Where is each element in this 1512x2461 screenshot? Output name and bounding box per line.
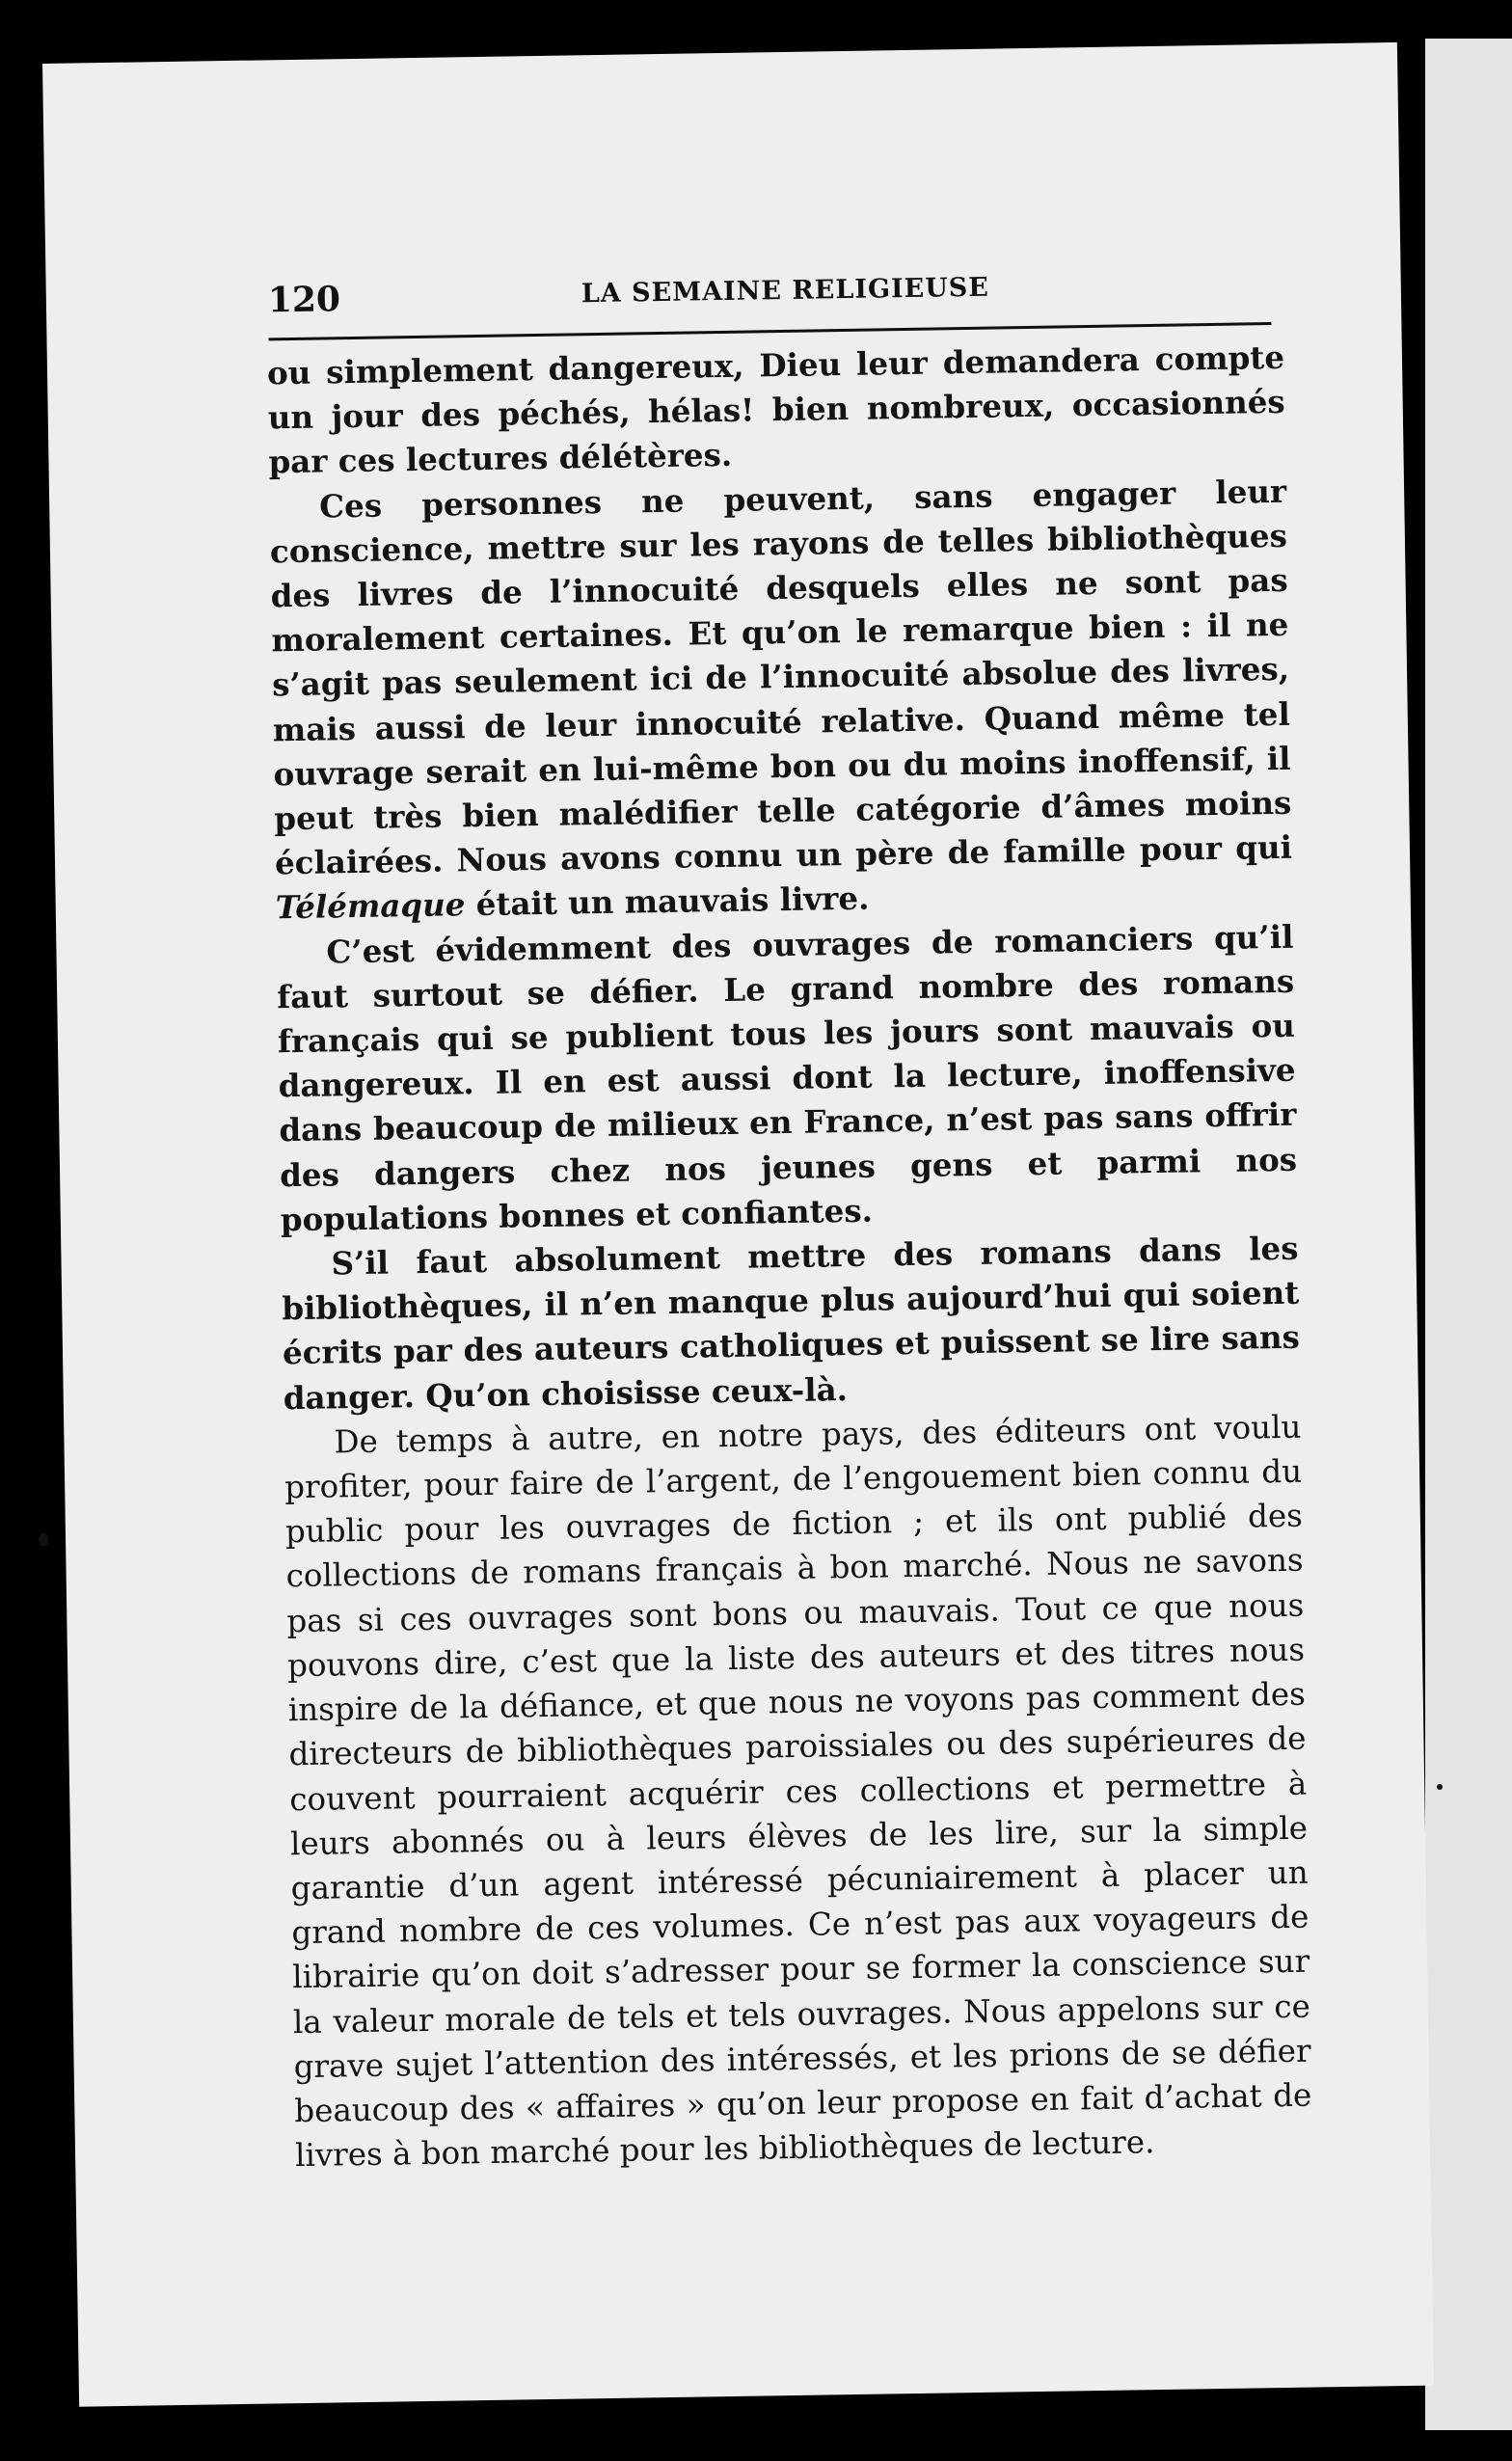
paragraph-2-end: était un mauvais livre.	[475, 879, 870, 924]
page-body	[267, 336, 1313, 2178]
page-number: 120	[267, 279, 341, 321]
paragraph-2	[269, 469, 1293, 931]
paragraph-3: C’est évidemment des ouvrages de romanciers qu’il faut surtout se défier. Le grand nombre des romans français qui se publient tous les jours sont mauvais ou dangereux. Il en est aussi dont la lecture, inoffensive dans beaucoup de milieux en France, n’est pas sans offrir des dangers chez nos jeunes gens et parmi nos populations bonnes et confiantes.	[276, 917, 1298, 1239]
book-title: Télémaque	[275, 885, 466, 927]
book-page	[42, 42, 1434, 2407]
paragraph-5: De temps à autre, en notre pays, des éditeurs ont voulu profiter, pour faire de l’argent, de l’engouement bien connu du public pour les ouvrages de fiction ; et ils ont publié des collections de romans français à bon marché. Nous ne savons pas si ces ouvrages sont bons ou mauvais. Tout ce que nous pouvons dire, c’est que la liste des auteurs et des titres nous inspire de la défiance, et que nous ne voyons pas comment des directeurs de bibliothèques paroissiales ou des supérieures de couvent pourraient acquérir ces collections et permettre à leurs abonnés ou à leurs élèves de les lire, sur la simple garantie d’un agent intéressé pécuniairement à placer un grand nombre de ces volumes. Ce n’est pas aux voyageurs de librairie qu’on doit s’adresser pour se former la conscience sur la valeur morale de tels et tels ouvrages. Nous appelons sur ce grave sujet l’attention des intéressés, et les prions de se défier beaucoup des « affaires » qu’on leur propose en fait d’achat de livres à bon marché pour les bibliothèques de lecture.	[284, 1408, 1312, 2175]
scan-speck	[39, 1533, 48, 1547]
adjacent-page-edge	[1425, 39, 1512, 2430]
paragraph-1: ou simplement dangereux, Dieu leur demandera compte un jour des péchés, hélas! bien nombreux, occasionnés par ces lectures délétères.	[266, 338, 1285, 481]
paragraph-2-text: Ces personnes ne peuvent, sans engager leur conscience, mettre sur les rayons de telles bibliothèques des livres de l’innocuité desquels elles ne sont pas moralement certaines. Et qu’on le remarque bien : il ne s’agit pas seulement ici de l’innocuité absolue des livres, mais aussi de leur innocuité relative. Quand même tel ouvrage serait en lui-même bon ou du moins inoffensif, il peut très bien malédifier telle catégorie d’âmes moins éclairées. Nous avons connu un père de famille pour qui	[269, 472, 1293, 882]
scan-speck	[1437, 1784, 1443, 1790]
paragraph-4: S’il faut absolument mettre des romans dans les bibliothèques, il n’en manque plus aujourd’hui qui soient écrits par des auteurs catholiques et puissent se lire sans danger. Qu’on choisisse ceux-là.	[282, 1229, 1301, 1417]
running-head: LA SEMAINE RELIGIEUSE	[580, 272, 990, 310]
page-header	[267, 257, 1271, 330]
